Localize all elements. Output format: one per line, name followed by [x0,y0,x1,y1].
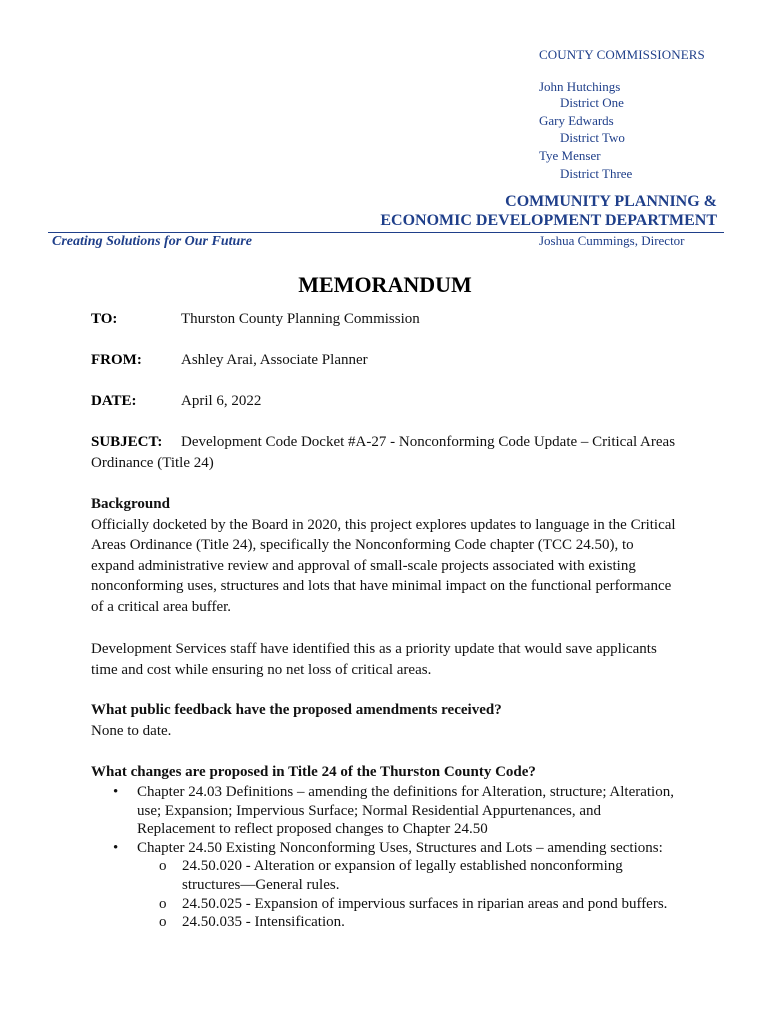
commissioner-district: District Three [560,166,633,181]
to-value: Thurston County Planning Commission [181,311,420,327]
background-section [91,494,691,618]
list-item-line: 24.50.035 - Intensification. [182,914,345,931]
feedback-section [91,700,691,741]
subject-label: SUBJECT: [91,434,163,450]
bullet-icon: • [113,784,119,800]
paragraph-line: Officially docketed by the Board in 2020, this project explores updates to language in the Critical [91,516,676,533]
list-item-line: use; Expansion; Impervious Surface; Normal Residential Appurtenances, and [137,802,602,819]
paragraph-line: of a critical area buffer. [91,598,232,615]
changes-heading [91,762,691,783]
list-item-line: Replacement to reflect proposed changes to Chapter 24.50 [137,821,488,838]
feedback-answer: None to date. [91,722,172,739]
list-item-line: Chapter 24.03 Definitions – amending the definitions for Alteration, structure; Alteration, [137,784,674,800]
subject-line: Ordinance (Title 24) [91,455,214,471]
circle-bullet-icon: o [159,858,167,875]
list-item [91,783,691,839]
department-tagline: Creating Solutions for Our Future [52,234,252,249]
commissioners-title: COUNTY COMMISSIONERS [539,47,705,62]
commissioner-name: Tye Menser [539,148,601,163]
department-name-line2: ECONOMIC DEVELOPMENT DEPARTMENT [380,212,717,229]
from-label: FROM: [91,352,142,368]
director-name: Joshua Cummings, Director [539,233,685,248]
commissioner-name: Gary Edwards [539,113,614,128]
sub-list [137,857,691,931]
circle-bullet-icon: o [159,914,167,931]
list-item-line: 24.50.020 - Alteration or expansion of legally established nonconforming [182,858,623,875]
subject-line: Development Code Docket #A-27 - Nonconforming Code Update – Critical Areas [181,434,676,450]
memo-title: MEMORANDUM [298,272,472,297]
changes-question: What changes are proposed in Title 24 of the Thurston County Code? [91,764,536,780]
date-value: April 6, 2022 [181,393,262,409]
background-paragraph-2 [91,639,691,680]
background-heading: Background [91,496,170,512]
circle-bullet-icon: o [159,895,167,912]
paragraph-line: nonconforming uses, structures and lots that have minimal impact on the functional performance [91,578,672,595]
department-name-line1: COMMUNITY PLANNING & [505,193,717,210]
paragraph-line: time and cost while ensuring no net loss of critical areas. [91,661,432,678]
commissioner-district: District One [560,95,624,110]
from-value: Ashley Arai, Associate Planner [181,352,368,368]
list-item-line: 24.50.025 - Expansion of impervious surfaces in riparian areas and pond buffers. [182,895,668,912]
sub-list-item [137,895,691,914]
list-item-line: Chapter 24.50 Existing Nonconforming Uses, Structures and Lots – amending sections: [137,839,663,856]
sub-list-item [137,913,691,932]
paragraph-line: Areas Ordinance (Title 24), specifically the Nonconforming Code chapter (TCC 24.50), to [91,537,634,554]
bullet-icon: • [113,839,119,856]
list-item-line: structures—General rules. [182,876,340,893]
paragraph-line: expand administrative review and approval of small-scale projects associated with existing [91,557,636,574]
commissioner-name: John Hutchings [539,79,621,94]
changes-list [91,783,691,932]
paragraph-line: Development Services staff have identified this as a priority update that would save applicants [91,641,657,657]
feedback-question: What public feedback have the proposed amendments received? [91,702,502,718]
sub-list-item [137,857,691,894]
to-label: TO: [91,311,118,327]
date-label: DATE: [91,393,137,409]
list-item [91,839,691,932]
commissioner-district: District Two [560,130,625,145]
